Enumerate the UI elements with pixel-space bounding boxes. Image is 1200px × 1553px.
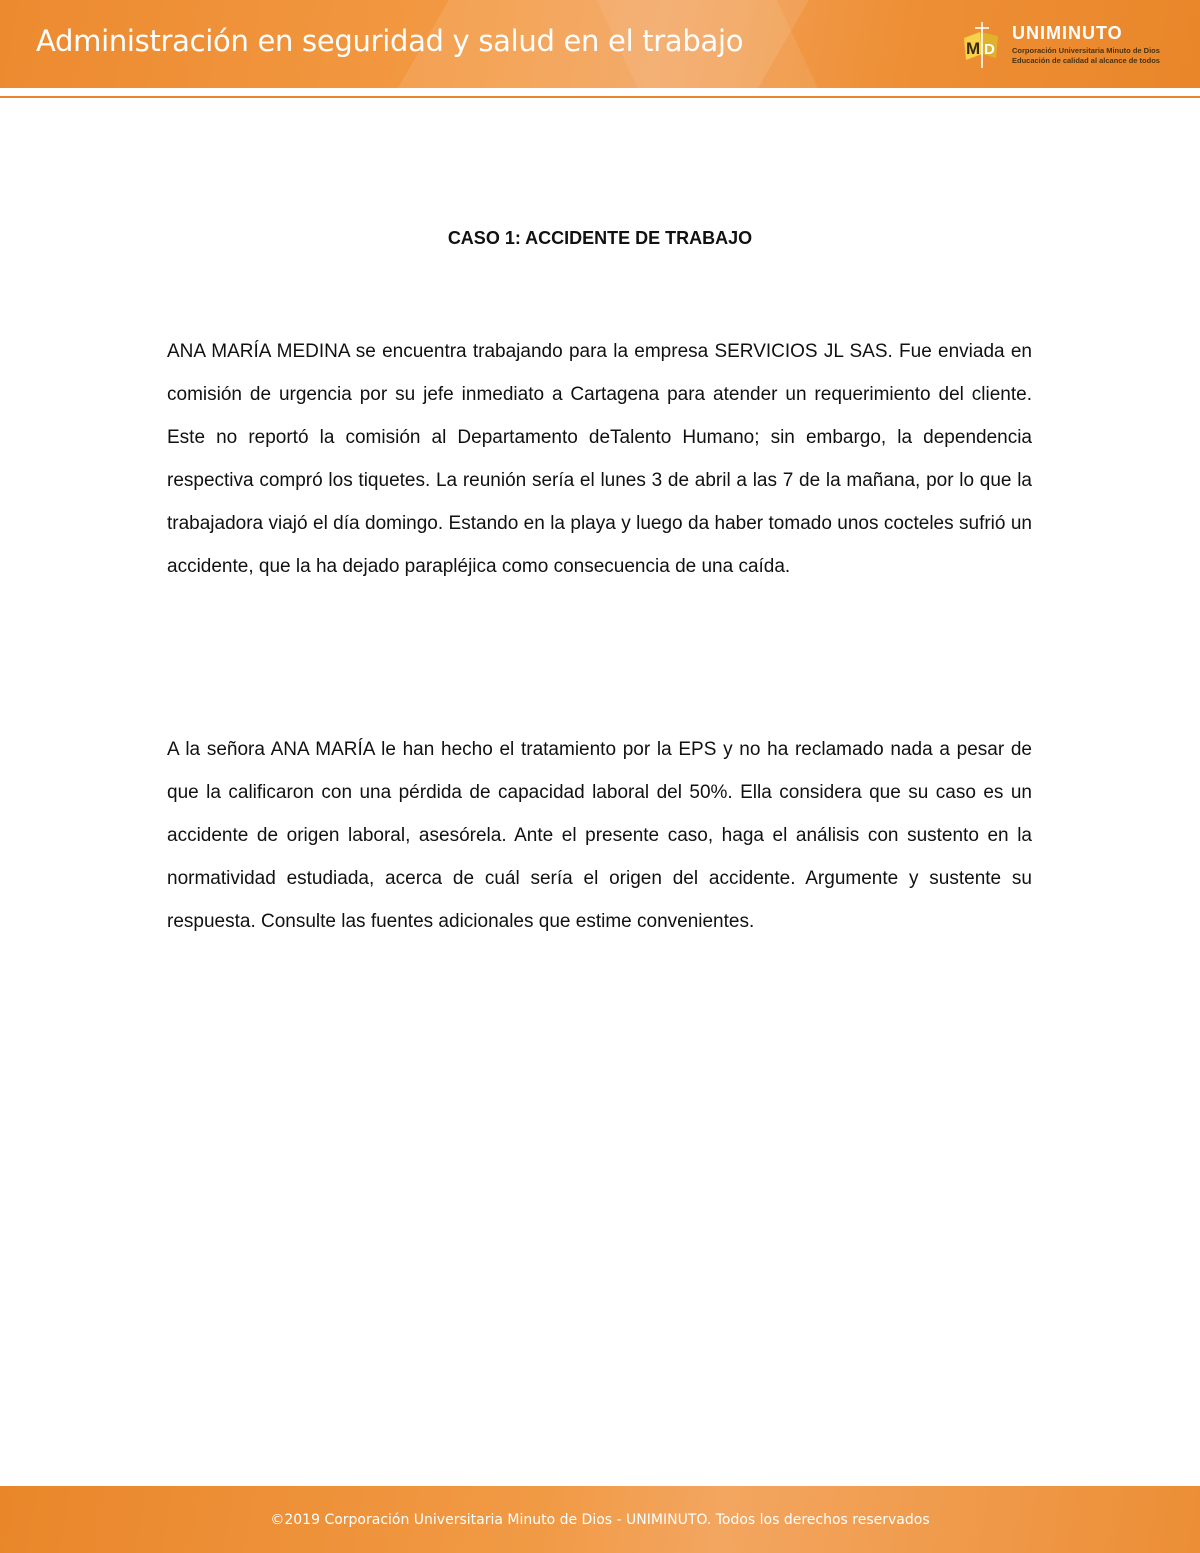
body-paragraph: ANA MARÍA MEDINA se encuentra trabajando para la empresa SERVICIOS JL SAS. Fue enviada en comisión de urgencia por su jefe inmediato a Cartagena para atender un requerimiento del cliente. Este no reportó la comisión al Departamento deTalento Humano; sin embargo, la dependencia respectiva compró los tiquetes. La reunión sería el lunes 3 de abril a las 7 de la mañana, por lo que la trabajadora viajó el día domingo. Estando en la playa y luego da haber tomado unos cocteles sufrió un accidente, que la ha dejado parapléjica como consecuencia de una caída. bbox=[167, 341, 1032, 578]
uniminuto-logo bbox=[960, 14, 1160, 74]
document-title: CASO 1: ACCIDENTE DE TRABAJO bbox=[447, 228, 753, 248]
logo-tagline: Educación de calidad al alcance de todos bbox=[1012, 56, 1160, 65]
logo-name: UNIMINUTO bbox=[1012, 23, 1123, 43]
footer-copyright: ©2019 Corporación Universitaria Minuto de Dios - UNIMINUTO. Todos los derechos reservados bbox=[270, 1512, 930, 1528]
uniminuto-logo-icon bbox=[960, 20, 1004, 70]
logo-tagline: Corporación Universitaria Minuto de Dios bbox=[1012, 46, 1160, 55]
svg-text:D: D bbox=[984, 41, 995, 58]
header-title: Administración en seguridad y salud en el trabajo bbox=[36, 24, 744, 58]
svg-text:M: M bbox=[966, 39, 981, 58]
body-paragraph: A la señora ANA MARÍA le han hecho el tratamiento por la EPS y no ha reclamado nada a pesar de que la calificaron con una pérdida de capacidad laboral del 50%. Ella considera que su caso es un accidente de origen laboral, asesórela. Ante el presente caso, haga el análisis con sustento en la normatividad estudiada, acerca de cuál sería el origen del accidente. Argumente y sustente su respuesta. Consulte las fuentes adicionales que estime convenientes. bbox=[167, 739, 1032, 933]
header-divider bbox=[0, 88, 1200, 98]
page-header-banner bbox=[0, 0, 1200, 88]
